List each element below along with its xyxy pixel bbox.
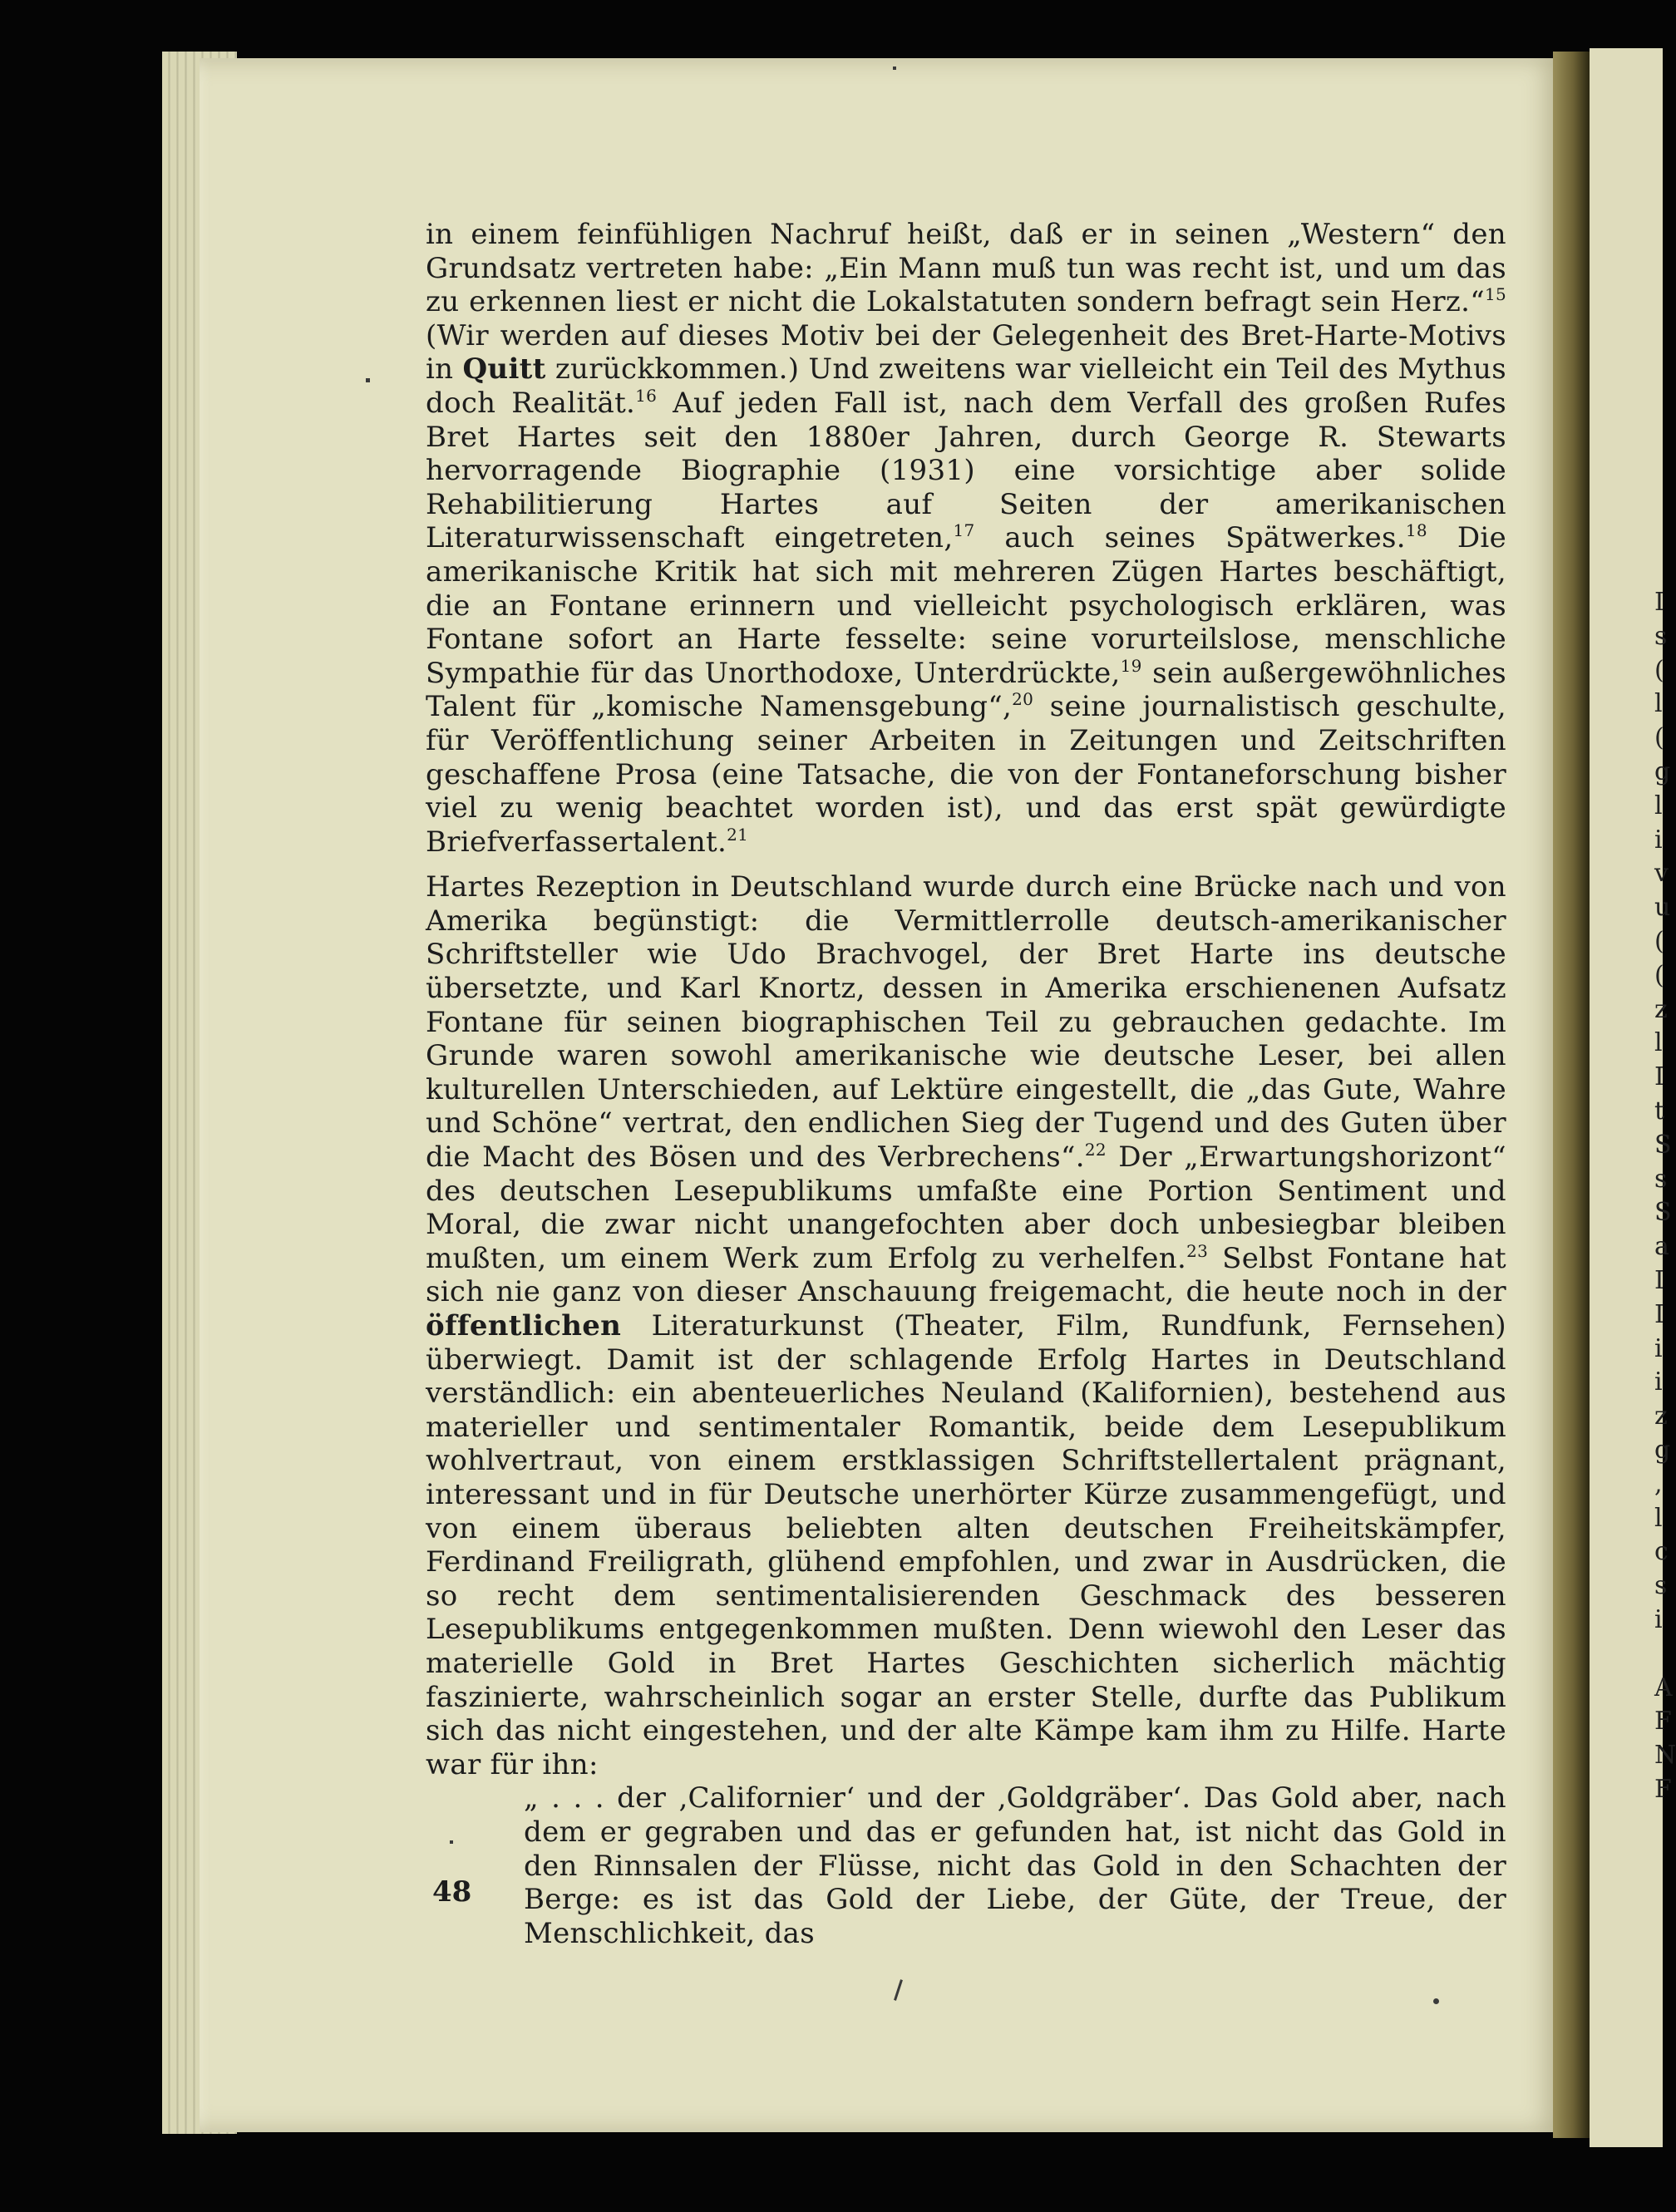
text-run: Die amerikanische Kritik hat sich mit mehreren Zügen Hartes beschäftigt, die an Fontane erinnern und vielleicht psychologisch erklären, was Fontane sofort an Harte fesselte: seine vorurteilslose, menschliche Sympathie für das Unorthodoxe, Unterdrückte, — [426, 521, 1506, 690]
next-page-letter: F — [1654, 1707, 1672, 1737]
footnote-ref: 19 — [1120, 655, 1142, 676]
next-page-letter: I — [1654, 588, 1664, 617]
footnote-ref: 21 — [727, 824, 749, 845]
footnote-ref: 23 — [1186, 1240, 1209, 1261]
next-page-letter: s — [1654, 621, 1668, 651]
text-run: Literaturkunst (Theater, Film, Rundfunk, Fernsehen) überwiegt. Damit ist der schlagende Erfolg Hartes in Deutschland verständlich: ein abenteuerliches Neuland (Kalifornien), bestehend aus materieller und sentimentaler Romantik, beide dem Lesepublikum wohlvertraut, von einem erstklassigen Schriftstellertalent prägnant, interessant und in für Deutsche unerhörter Kürze zusammengefügt, und von einem überaus beliebten alten deutschen Freiheitskämpfer, Ferdinand Freiligrath, glühend empfohlen, und zwar in Ausdrücken, die so recht dem sentimentalisierenden Geschmack des besseren Lesepublikums entgegenkommen mußten. Denn wiewohl den Leser das materielle Gold in Bret Hartes Geschichten sicherlich mächtig faszinierte, wahrscheinlich sogar an erster Stelle, durfte das Publikum sich das nicht eingestehen, und der alte Kämpe kam ihm zu Hilfe. Harte war für ihn: — [426, 1309, 1506, 1781]
page-number: 48 — [432, 1875, 472, 1909]
next-page-letter: S — [1654, 1198, 1672, 1228]
next-page-edge — [1590, 48, 1676, 2147]
next-page-letter: S — [1654, 1130, 1672, 1160]
footnote-ref: 16 — [635, 385, 658, 406]
footnote-ref: 17 — [953, 520, 975, 541]
text-run: auch seines Spätwerkes. — [974, 521, 1406, 555]
emphasis: Quitt — [462, 352, 546, 387]
footnote-ref: 20 — [1012, 689, 1034, 710]
next-page-letter: a — [1654, 1232, 1669, 1262]
page-body — [426, 218, 1506, 1950]
next-page-letter: i — [1654, 1604, 1663, 1634]
next-page-letter: l — [1654, 791, 1663, 820]
footnote-ref: 18 — [1405, 520, 1427, 541]
text-run: sein außergewöhnliches Talent für „komische Namensgebung“, — [426, 656, 1506, 724]
next-page-letter: s — [1654, 1164, 1668, 1194]
next-page-text — [1654, 586, 1676, 1807]
block-quote: „ . . . der ‚Californier‘ und der ‚Goldgräber‘. Das Gold aber, nach dem er gegraben und das er gefunden hat, ist nicht das Gold in den Rinnsalen der Flüsse, nicht das Gold in den Schachten der Berge: es ist das Gold der Liebe, der Güte, der Treue, der Menschlichkeit, das — [524, 1781, 1506, 1950]
next-page-letter: l — [1654, 1028, 1663, 1058]
book-gutter — [1553, 52, 1590, 2138]
text-run: Selbst Fontane hat sich nie ganz von dieser Anschauung freigemacht, die heute noch in der — [426, 1241, 1507, 1309]
next-page-letter: ( — [1654, 655, 1664, 685]
speck — [450, 1840, 453, 1844]
footnote-ref: 22 — [1084, 1140, 1107, 1160]
text-run: Auf jeden Fall ist, nach dem Verfall des großen Rufes Bret Hartes seit den 1880er Jahren, durch George R. Stewarts hervorragende Biographie (1931) eine vorsichtige aber solide Rehabilitierung Hartes auf Seiten der amerikanischen Literaturwissenschaft eingetreten, — [426, 386, 1506, 555]
next-page-letter: i — [1654, 1367, 1663, 1397]
text-run: (Wir werden auf dieses Motiv bei der Gelegenheit des Bret-Harte-Motivs in — [426, 318, 1506, 387]
next-page-letter: v — [1654, 859, 1669, 889]
next-page-letter: I — [1654, 1265, 1664, 1295]
next-page-letter: u — [1654, 893, 1671, 923]
next-page-letter: ( — [1654, 960, 1664, 990]
text-run: zurückkommen.) Und zweitens war vielleicht ein Teil des Mythus doch Realität. — [426, 352, 1506, 420]
emphasis: öffentlichen — [426, 1309, 622, 1342]
next-page-letter: g — [1654, 756, 1671, 786]
next-page-letter: s — [1654, 1571, 1668, 1601]
text-run: Der „Erwartungshorizont“ des deutschen Lesepublikums umfaßte eine Portion Sentiment und Moral, die zwar nicht unangefochten aber doch unbesiegbar bleiben mußten, um einem Werk zum Erfolg zu verhelfen. — [426, 1140, 1506, 1275]
paragraph-2 — [426, 870, 1506, 1781]
next-page-letter: F — [1654, 1774, 1672, 1804]
text-run: seine journalistisch geschulte, für Veröffentlichung seiner Arbeiten in Zeitungen und Zeitschriften geschaffene Prosa (eine Tatsache, die von der Fontaneforschung bisher viel zu wenig beachtet worden ist), und das erst spät gewürdigte Briefverfassertalent. — [426, 690, 1506, 859]
next-page-letter — [1654, 1638, 1663, 1672]
text-run: in einem feinfühligen Nachruf heißt, daß er in seinen „Western“ den Grundsatz vertreten habe: „Ein Mann muß tun was recht ist, und um das zu erkennen liest er nicht die Lokalstatuten sondern befragt sein Herz.“ — [426, 218, 1506, 319]
next-page-letter: ( — [1654, 926, 1664, 956]
next-page-letter: z — [1654, 1402, 1668, 1431]
next-page-letter: I — [1654, 1062, 1664, 1092]
speck — [1433, 1998, 1439, 2004]
speck — [366, 378, 370, 382]
next-page-letter: A — [1654, 1673, 1673, 1702]
paragraph-1 — [426, 218, 1506, 859]
speck — [893, 67, 896, 70]
next-page-letter: z — [1654, 994, 1668, 1024]
next-page-letter: ( — [1654, 723, 1664, 753]
next-page-letter: i — [1654, 825, 1663, 855]
footnote-ref: 15 — [1484, 284, 1506, 305]
next-page-letter: c — [1654, 1537, 1669, 1567]
next-page-letter: l — [1654, 1503, 1663, 1533]
next-page-letter: , — [1654, 1469, 1663, 1499]
next-page-letter: I — [1654, 1299, 1664, 1329]
text-run: Hartes Rezeption in Deutschland wurde durch eine Brücke nach und von Amerika begünstigt: die Vermittlerrolle deutsch-amerikanischer Schriftsteller wie Udo Brachvogel, der Bret Harte ins deutsche übersetzte, und Karl Knortz, dessen in Amerika erschienenen Aufsatz Fontane für seinen biographischen Teil zu gebrauchen gedachte. Im Grunde waren sowohl amerikanische wie deutsche Leser, bei allen kulturellen Unterschieden, auf Lektüre eingestellt, die „das Gute, Wahre und Schöne“ vertrat, den endlichen Sieg der Tugend und des Guten über die Macht des Bösen und des Verbrechens“. — [426, 870, 1506, 1175]
next-page-letter: t — [1654, 1096, 1665, 1126]
next-page-letter: g — [1654, 1435, 1671, 1465]
next-page-letter: N — [1654, 1741, 1676, 1771]
next-page-letter: l — [1654, 689, 1663, 719]
next-page-letter: i — [1654, 1333, 1663, 1363]
